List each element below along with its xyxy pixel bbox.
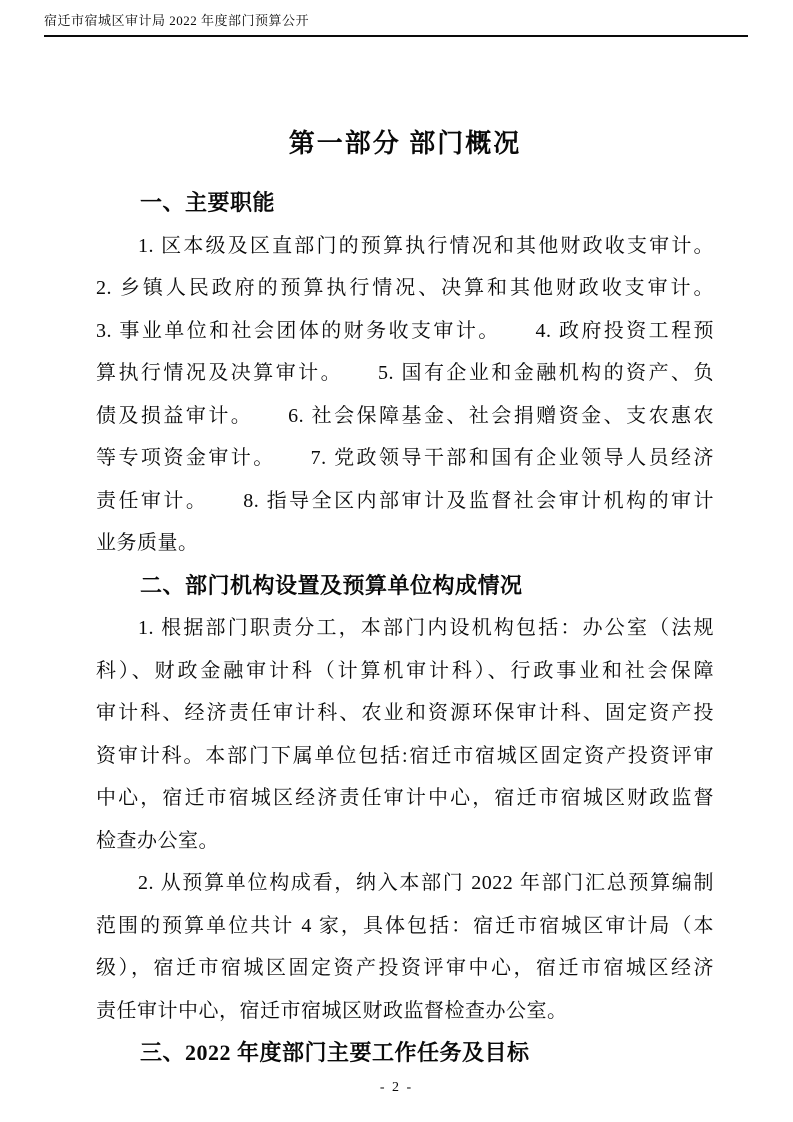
document-body xyxy=(96,122,714,1075)
text-line: 责任审计中心，宿迁市宿城区财政监督检查办公室。 xyxy=(96,999,568,1022)
section-heading-3: 三、2022 年度部门主要工作任务及目标 xyxy=(140,1040,530,1065)
section-heading-1: 一、主要职能 xyxy=(140,190,276,215)
text-line: 算执行情况及决算审计。 5. 国有企业和金融机构的资产、负 xyxy=(96,362,714,384)
document-title: 第一部分 部门概况 xyxy=(288,129,522,158)
page-header: 宿迁市宿城区审计局 2022 年度部门预算公开 xyxy=(44,10,748,37)
text-line: 中心，宿迁市宿城区经济责任审计中心，宿迁市宿城区财政监督 xyxy=(96,787,714,809)
text-line: 科）、财政金融审计科（计算机审计科）、行政事业和社会保障 xyxy=(96,659,714,682)
text-line: 级），宿迁市宿城区固定资产投资评审中心，宿迁市宿城区经济 xyxy=(96,957,714,979)
text-line: 业务质量。 xyxy=(96,532,199,554)
section-heading-2: 二、部门机构设置及预算单位构成情况 xyxy=(140,572,523,598)
text-line: 1. 区本级及区直部门的预算执行情况和其他财政收支审计。 xyxy=(138,234,714,257)
text-line: 等专项资金审计。 7. 党政领导干部和国有企业领导人员经济 xyxy=(96,447,714,469)
text-line: 资审计科。本部门下属单位包括:宿迁市宿城区固定资产投资评审 xyxy=(96,744,714,767)
text-line: 债及损益审计。 6. 社会保障基金、社会捐赠资金、支农惠农 xyxy=(96,404,714,427)
text-line: 检查办公室。 xyxy=(96,829,219,852)
text-line: 范围的预算单位共计 4 家，具体包括：宿迁市宿城区审计局（本 xyxy=(96,914,714,937)
text-line: 审计科、经济责任审计科、农业和资源环保审计科、固定资产投 xyxy=(96,702,714,724)
text-line: 责任审计。 8. 指导全区内部审计及监督社会审计机构的审计 xyxy=(96,489,714,512)
text-line: 1. 根据部门职责分工，本部门内设机构包括：办公室（法规 xyxy=(138,617,714,639)
text-line: 2. 从预算单位构成看，纳入本部门 2022 年部门汇总预算编制 xyxy=(138,872,714,894)
text-line: 3. 事业单位和社会团体的财务收支审计。 4. 政府投资工程预 xyxy=(96,319,714,342)
page-number: - 2 - xyxy=(379,1080,414,1095)
text-line: 2. 乡镇人民政府的预算执行情况、决算和其他财政收支审计。 xyxy=(96,277,714,299)
